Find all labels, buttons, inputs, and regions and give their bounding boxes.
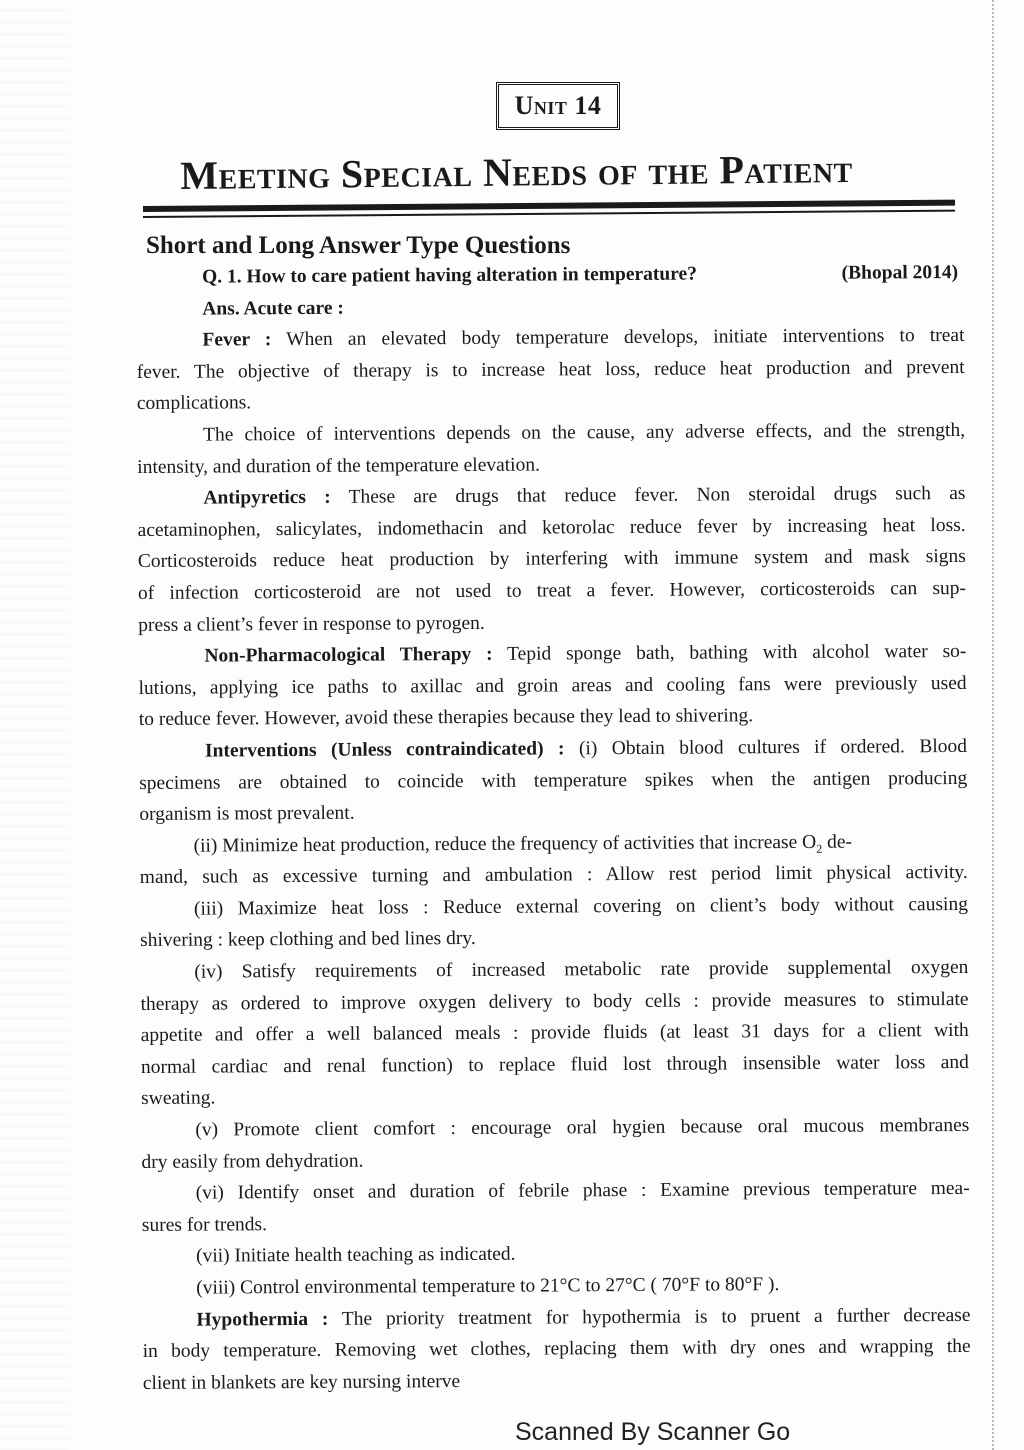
answer-label: Ans. Acute care : — [202, 297, 344, 320]
line-text: (i) Obtain blood cultures if ordered. Blood — [578, 735, 968, 760]
paragraph-line — [137, 478, 965, 515]
paragraph-line: fever. The objective of therapy is to increase heat loss, reduce heat production and prevent — [136, 356, 965, 383]
paragraph-line: (v) Promote client comfort : encourage oral hygien because oral mucous membranes — [195, 1114, 970, 1141]
paragraph-line: organism is most prevalent. — [139, 802, 355, 826]
paragraph-line — [138, 636, 966, 673]
paragraph-line: intensity, and duration of the temperature elevation. — [137, 454, 540, 478]
term-fever: Fever : — [202, 329, 272, 351]
term-hypothermia: Hypothermia : — [196, 1308, 329, 1331]
paragraph-line — [142, 1300, 970, 1337]
paragraph-line: normal cardiac and renal function) to replace fluid lost through insensible water loss and — [140, 1051, 969, 1078]
paragraph-line: Corticosteroids reduce heat production by interfering with immune system and mask signs — [137, 546, 966, 573]
paragraph-line: to reduce fever. However, avoid these therapies because they lead to shivering. — [138, 705, 754, 731]
paragraph-line: (viii) Control environmental temperature to 21°C to 27°C ( 70°F to 80°F ). — [196, 1274, 780, 1299]
paragraph-line: acetaminophen, salicylates, indomethacin and ketorolac reduce fever by increasing heat loss. — [137, 514, 966, 541]
term-antipyretics: Antipyretics : — [203, 486, 331, 509]
body-text — [136, 257, 971, 1399]
paragraph-line: sweating. — [141, 1087, 216, 1110]
paragraph-line: of infection corticosteroid are not used to treat a fever. However, corticosteroids can sup- — [137, 577, 967, 604]
question-text: Q. 1. How to care patient having alteration in temperature? — [202, 263, 697, 288]
paragraph-line: in body temperature. Removing wet clothes, replacing them with dry ones and wrapping the — [142, 1336, 971, 1363]
unit-label: Unit 14 — [514, 91, 602, 120]
paragraph-line: (vi) Identify onset and duration of febrile phase : Examine previous temperature mea- — [195, 1178, 970, 1204]
paragraph-line: lutions, applying ice paths to axillac and groin areas and cooling fans were previously used — [138, 672, 967, 699]
paragraph-line: client in blankets are key nursing interve — [142, 1370, 461, 1394]
question-source: (Bhopal 2014) — [841, 261, 959, 284]
scanner-watermark: Scanned By Scanner Go — [515, 1418, 791, 1446]
paragraph-line: therapy as ordered to improve oxygen delivery to body cells : provide measures to stimulate — [140, 988, 969, 1015]
paragraph-line: (iv) Satisfy requirements of increased metabolic rate provide supplemental oxygen — [194, 956, 969, 983]
line-text: When an elevated body temperature develops, initiate interventions to treat — [286, 325, 965, 351]
paragraph-line: (vii) Initiate health teaching as indicated. — [196, 1244, 516, 1268]
paragraph-line: The choice of interventions depends on the cause, any adverse effects, and the strength, — [202, 419, 966, 446]
line-text: The priority treatment for hypothermia is to pruent a further decrease — [341, 1304, 971, 1330]
line-text: (ii) Minimize heat production, reduce the frequency of activities that increase O — [193, 831, 817, 857]
line-text: These are drugs that reduce fever. Non steroidal drugs such as — [348, 483, 966, 508]
paragraph-line — [139, 826, 967, 863]
term-nonpharm: Non-Pharmacological Therapy : — [204, 643, 493, 667]
paragraph-line — [139, 731, 967, 768]
paragraph-line: dry easily from dehydration. — [141, 1150, 364, 1173]
unit-label-box — [496, 82, 620, 130]
scan-edge-right — [990, 0, 994, 1450]
paragraph-line: appetite and offer a well balanced meals : provide fluids (at least 31 days for a client with — [140, 1020, 969, 1047]
paragraph-line: (iii) Maximize heat loss : Reduce external covering on client’s body without causing — [193, 893, 969, 920]
paragraph-line: complications. — [136, 392, 252, 415]
paragraph-line: press a client’s fever in response to pyrogen. — [138, 612, 485, 636]
chapter-title: Meeting Special Needs of the Patient — [180, 145, 853, 198]
paragraph-line: sures for trends. — [141, 1214, 268, 1236]
line-text: de- — [822, 831, 853, 853]
paragraph-line: mand, such as excessive turning and ambulation : Allow rest period limit physical activity. — [139, 862, 968, 889]
question-line — [136, 257, 964, 294]
paragraph-line — [136, 320, 964, 357]
term-interventions: Interventions (Unless contraindicated) : — [204, 738, 565, 762]
line-text: Tepid sponge bath, bathing with alcohol water so- — [507, 641, 967, 665]
paragraph-line: shivering : keep clothing and bed lines dry. — [140, 928, 476, 952]
subscript: 2 — [816, 841, 823, 856]
section-heading: Short and Long Answer Type Questions — [146, 232, 571, 259]
paragraph-line: specimens are obtained to coincide with temperature spikes when the antigen producing — [139, 767, 968, 794]
scan-noise-left — [0, 0, 70, 1450]
